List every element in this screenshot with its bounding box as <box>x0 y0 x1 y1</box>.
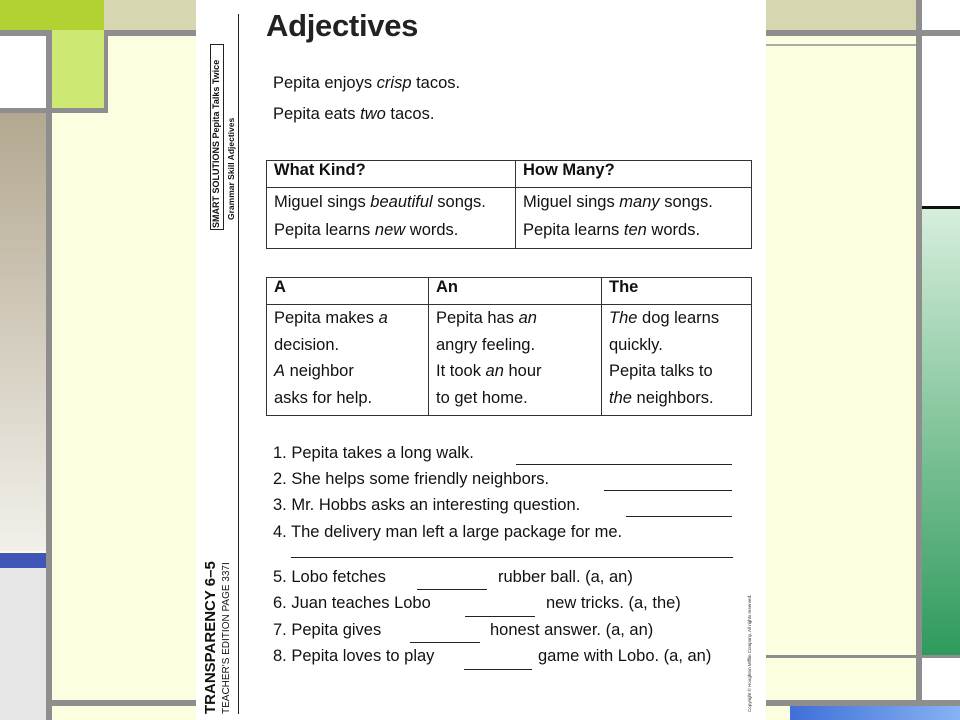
teacher-edition-label: TEACHER'S EDITION PAGE 337I <box>221 562 232 714</box>
table-cell: Pepita has an angry feeling. It took an hour to get home. <box>429 305 602 416</box>
answer-blank <box>626 516 732 517</box>
table-header: What Kind? <box>267 161 516 188</box>
example-sentence: Pepita eats two tacos. <box>273 105 435 123</box>
slide-right-thin-rule <box>766 44 916 46</box>
exercise-item: 7. Pepita gives <box>273 621 382 639</box>
slide-right-top-block <box>922 0 960 30</box>
slide-right-bottom-block <box>922 658 960 706</box>
transparency-page <box>196 0 766 720</box>
slide-light-green-block <box>52 30 104 110</box>
slide-tan-gradient-block <box>0 113 46 551</box>
exercise-item-continuation: rubber ball. (a, an) <box>498 568 633 586</box>
answer-blank <box>291 557 733 558</box>
table-cell: The dog learns quickly. Pepita talks to the neighbors. <box>602 305 752 416</box>
exercise-item: 8. Pepita loves to play <box>273 647 435 665</box>
table-header: The <box>602 278 752 305</box>
slide-right-white-block <box>922 36 960 206</box>
articles-table <box>266 277 752 416</box>
side-grammar-skill-label: Grammar Skill Adjectives <box>226 117 236 220</box>
exercise-item-continuation: new tricks. (a, the) <box>546 594 681 612</box>
side-divider <box>238 14 239 714</box>
exercise-item: 1. Pepita takes a long walk. <box>273 444 474 462</box>
side-smart-solutions-label: SMART SOLUTIONS Pepita Talks Twice <box>211 59 221 228</box>
slide-bottom-rule <box>46 700 196 706</box>
answer-blank <box>464 669 532 670</box>
exercise-item-continuation: honest answer. (a, an) <box>490 621 654 639</box>
table-cell: Pepita makes a decision. A neighbor asks for help. <box>267 305 429 416</box>
example-sentence: Pepita enjoys crisp tacos. <box>273 74 461 92</box>
table-header: A <box>267 278 429 305</box>
answer-blank <box>604 490 732 491</box>
slide-left-vertical-rule-2 <box>104 30 108 110</box>
slide-bottom-left-block <box>0 568 46 720</box>
slide-blue-stripe <box>0 553 46 568</box>
transparency-number-label: TRANSPARENCY 6–5 <box>202 561 219 714</box>
copyright-notice: Copyright © Houghton Mifflin Company. All rights reserved. <box>747 594 752 712</box>
slide-left-white-block <box>0 36 46 112</box>
table-cell: Miguel sings many songs. Pepita learns ten words. <box>516 188 752 249</box>
table-cell: Miguel sings beautiful songs. Pepita learns new words. <box>267 188 516 249</box>
answer-blank <box>417 589 487 590</box>
slide-left-vertical-rule <box>46 30 52 720</box>
slide-green-block <box>0 0 104 30</box>
exercise-item: 6. Juan teaches Lobo <box>273 594 431 612</box>
answer-blank <box>465 616 535 617</box>
answer-blank <box>410 642 480 643</box>
page-title: Adjectives <box>266 8 419 43</box>
what-kind-how-many-table <box>266 160 752 249</box>
slide-blue-gradient-strip <box>790 706 960 720</box>
exercise-item-continuation: game with Lobo. (a, an) <box>538 647 712 665</box>
table-header: How Many? <box>516 161 752 188</box>
exercise-item: 5. Lobo fetches <box>273 568 386 586</box>
exercise-item: 4. The delivery man left a large package for me. <box>273 523 623 541</box>
slide-green-gradient-block <box>922 209 960 655</box>
table-header: An <box>429 278 602 305</box>
exercise-item: 3. Mr. Hobbs asks an interesting question. <box>273 496 581 514</box>
exercise-item: 2. She helps some friendly neighbors. <box>273 470 550 488</box>
answer-blank <box>516 464 732 465</box>
